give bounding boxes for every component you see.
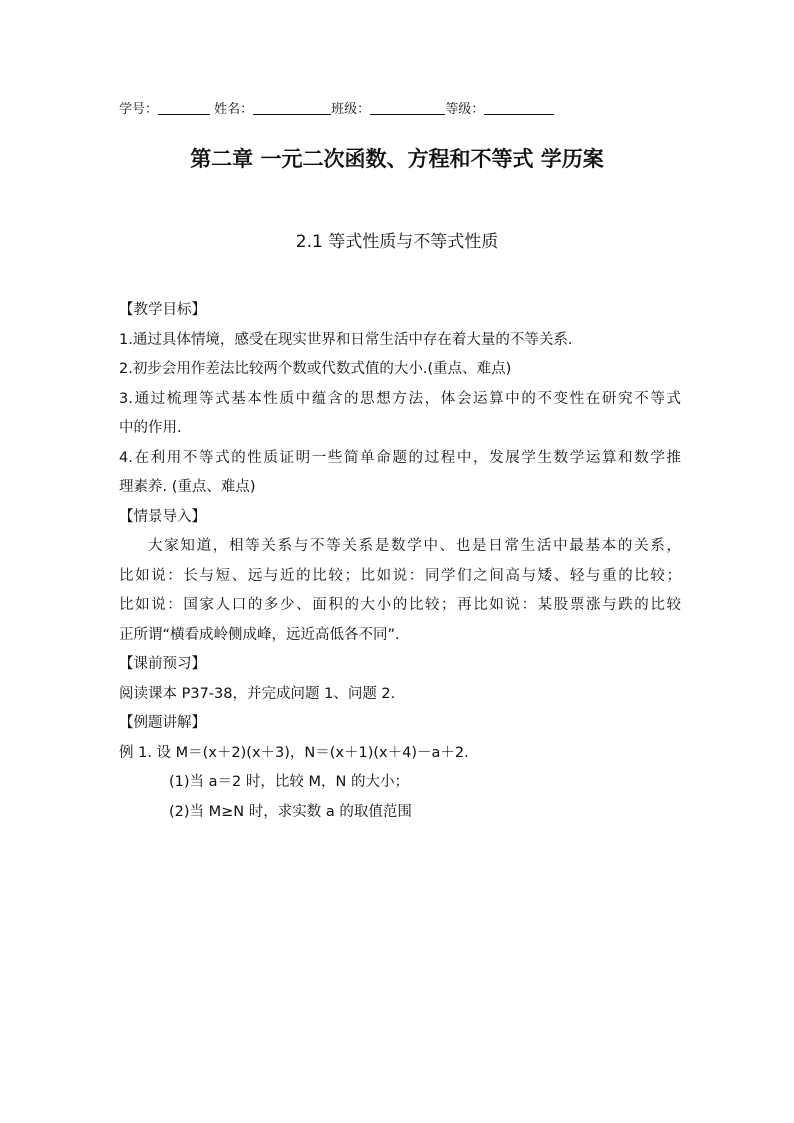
example-1-question-1: (1)当 a＝2 时，比较 M，N 的大小； xyxy=(169,774,409,790)
document-body xyxy=(119,296,681,827)
intro-line-2: 比如说：长与短、远与近的比较；比如说：同学们之间高与矮、轻与重的比较； xyxy=(119,567,681,584)
class-blank xyxy=(370,101,445,115)
student-info-line xyxy=(119,101,679,118)
example-heading: 【例题讲解】 xyxy=(119,715,206,731)
goal-item-4-line-2: 理素养. (重点、难点) xyxy=(119,479,256,495)
class-label: 班级： xyxy=(331,102,371,117)
preview-heading: 【课前预习】 xyxy=(119,656,206,672)
example-1-statement: 例 1. 设 M＝(x＋2)(x＋3)，N＝(x＋1)(x＋4)－a＋2. xyxy=(119,744,469,761)
chapter-title: 第二章 一元二次函数、方程和不等式 学历案 xyxy=(190,147,604,171)
goal-item-1: 1.通过具体情境，感受在现实世界和日常生活中存在着大量的不等关系. xyxy=(119,331,573,348)
student-name-label: 姓名： xyxy=(214,102,254,117)
goal-item-3-line-1: 3.通过梳理等式基本性质中蕴含的思想方法，体会运算中的不变性在研究不等式 xyxy=(119,390,681,407)
section-title: 2.1 等式性质与不等式性质 xyxy=(295,232,499,252)
student-id-blank xyxy=(158,101,210,115)
goal-item-3-line-2: 中的作用. xyxy=(119,420,182,436)
preview-text: 阅读课本 P37-38，并完成问题 1、问题 2. xyxy=(119,685,396,702)
grade-label: 等级： xyxy=(445,102,485,117)
student-id-label: 学号： xyxy=(119,102,159,117)
grade-blank xyxy=(484,101,554,115)
goals-heading: 【教学目标】 xyxy=(119,302,206,318)
goal-item-4-line-1: 4.在利用不等式的性质证明一些简单命题的过程中，发展学生数学运算和数学推 xyxy=(119,449,681,466)
intro-line-4: 正所谓“横看成岭侧成峰，远近高低各不同”. xyxy=(119,626,400,643)
example-1-question-2: (2)当 M≥N 时，求实数 a 的取值范围 xyxy=(169,803,412,820)
intro-line-3: 比如说：国家人口的多少、面积的大小的比较；再比如说：某股票涨与跌的比较 xyxy=(119,597,681,613)
intro-line-1: 大家知道，相等关系与不等关系是数学中、也是日常生活中最基本的关系， xyxy=(148,538,681,554)
student-name-blank xyxy=(253,101,331,115)
goal-item-2: 2.初步会用作差法比较两个数或代数式值的大小.(重点、难点) xyxy=(119,361,512,377)
intro-heading: 【情景导入】 xyxy=(119,508,206,525)
